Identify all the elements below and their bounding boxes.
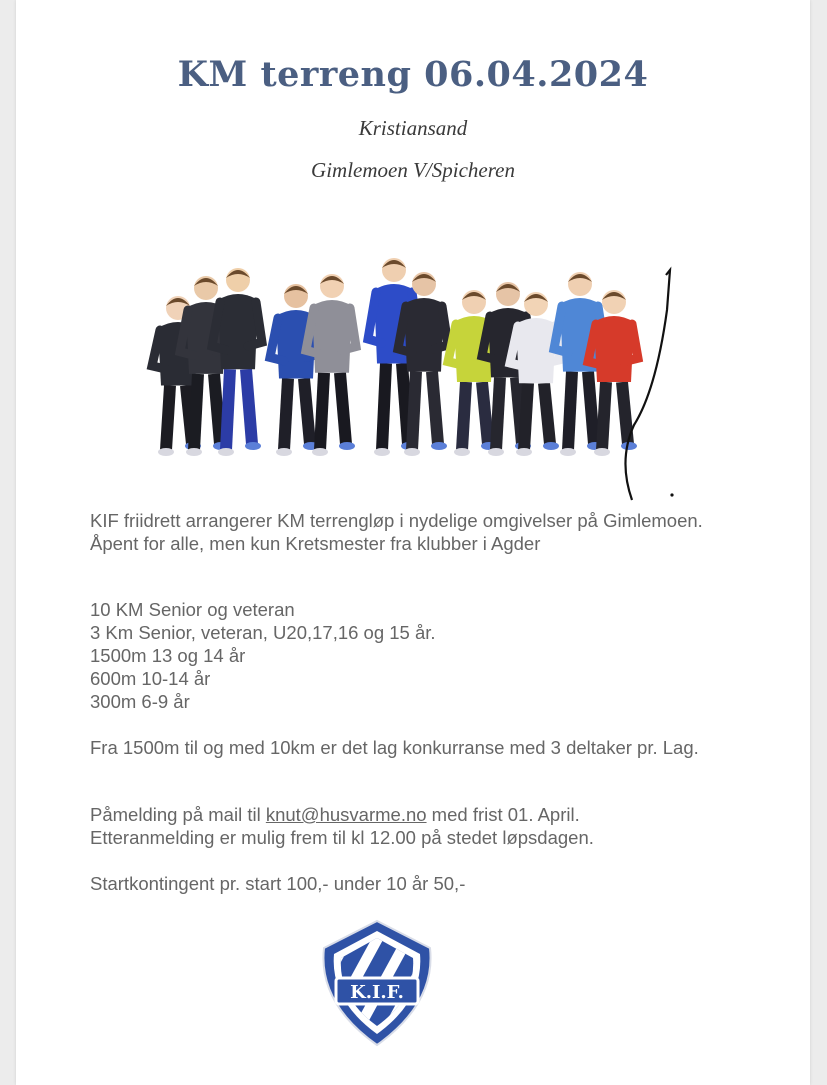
intro-paragraph: KIF friidrett arrangerer KM terrengløp i nydelige omgivelser på Gimlemoen. Åpent for alle, men kun Kretsmester fra klubber i Agder	[90, 510, 703, 554]
venue-subtitle: Gimlemoen V/Spicheren	[311, 158, 515, 182]
document-page	[16, 0, 810, 1085]
photo-dot-decoration	[670, 493, 673, 496]
kif-logo-icon	[312, 918, 442, 1048]
late-registration-text: Etteranmelding er mulig frem til kl 12.00 på stedet løpsdagen.	[90, 827, 594, 848]
team-competition-text: Fra 1500m til og med 10km er det lag konkurranse med 3 deltaker pr. Lag.	[90, 737, 699, 758]
registration-paragraph	[90, 803, 750, 849]
photo-stroke-decoration	[625, 270, 670, 500]
race-class-item: 600m 10-14 år	[90, 668, 211, 689]
page-title: KM terreng 06.04.2024	[177, 54, 649, 95]
runners-photo	[136, 250, 676, 505]
race-classes-list	[90, 598, 750, 713]
city-subtitle: Kristiansand	[358, 116, 468, 140]
logo-text: K.I.F.	[350, 982, 404, 1003]
registration-prefix: Påmelding på mail til	[90, 804, 266, 825]
entry-fee-text: Startkontingent pr. start 100,- under 10 år 50,-	[90, 873, 466, 894]
race-class-item: 300m 6-9 år	[90, 691, 190, 712]
registration-suffix: med frist 01. April.	[426, 804, 580, 825]
race-class-item: 10 KM Senior og veteran	[90, 599, 295, 620]
race-class-item: 1500m 13 og 14 år	[90, 645, 246, 666]
race-class-item: 3 Km Senior, veteran, U20,17,16 og 15 år.	[90, 622, 436, 643]
registration-email-link[interactable]: knut@husvarme.no	[265, 804, 427, 825]
